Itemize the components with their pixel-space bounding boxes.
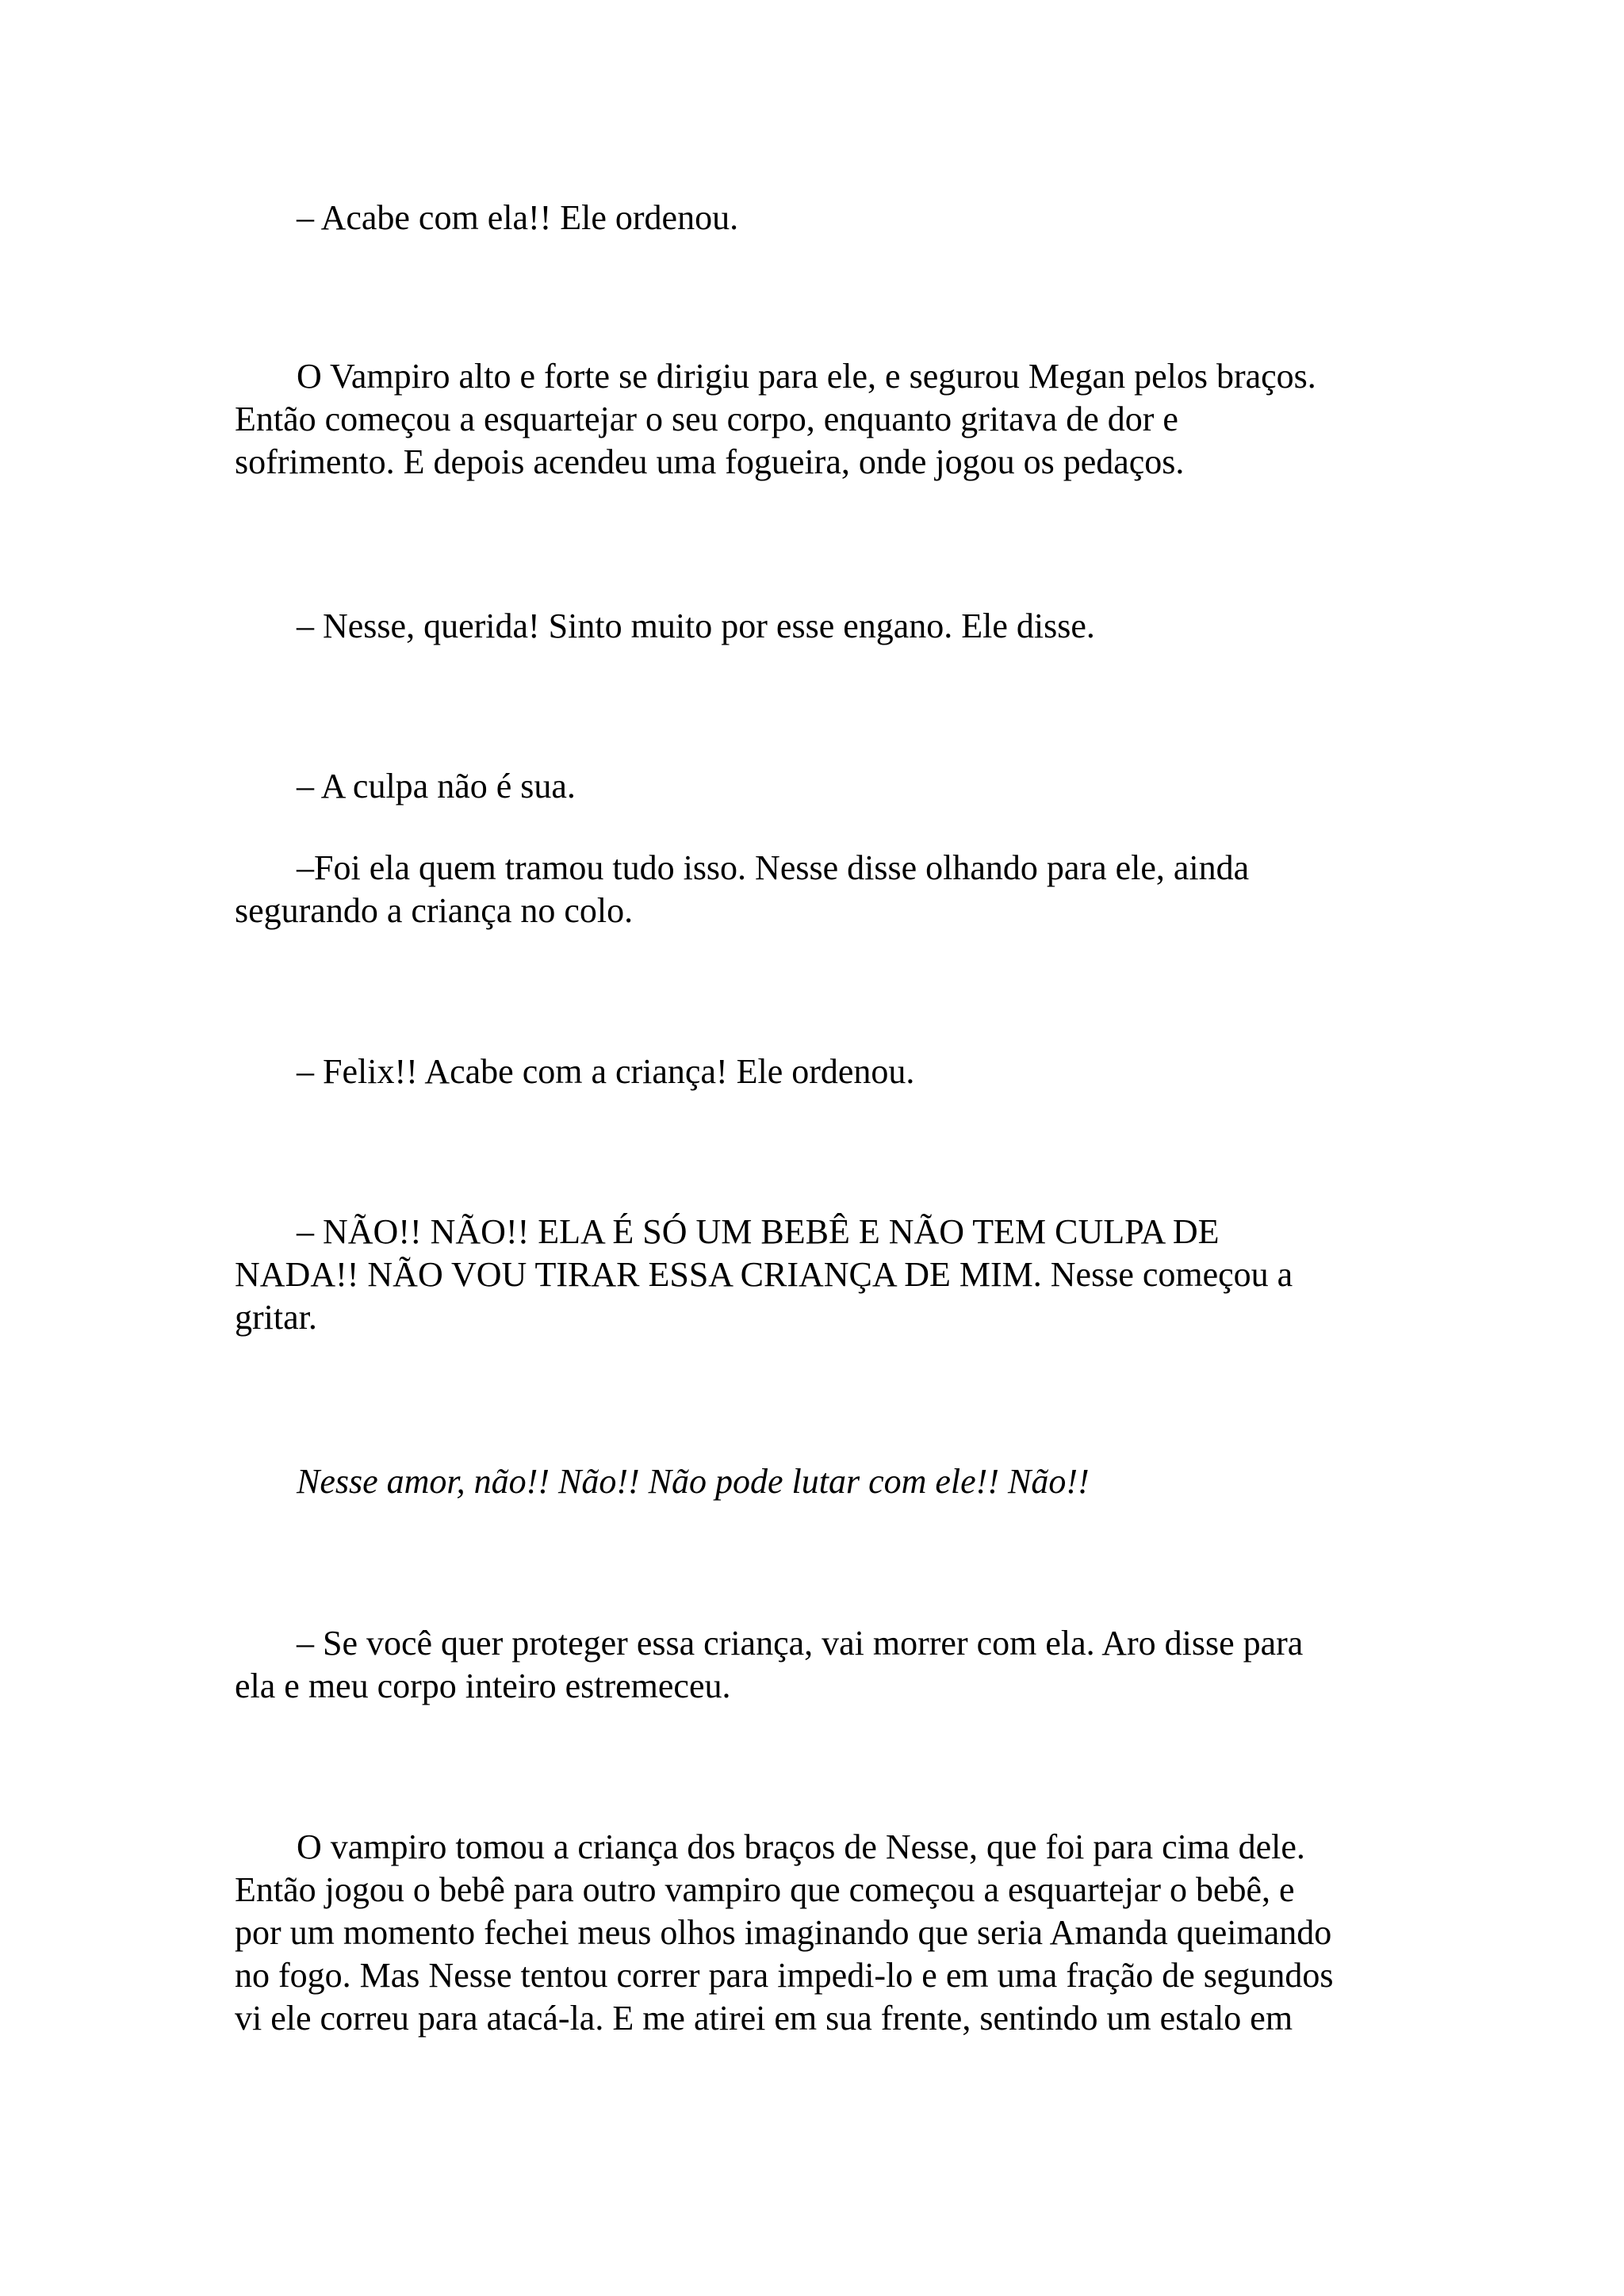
paragraph-8-thought <box>235 1460 1392 1503</box>
text-line: vi ele correu para atacá-la. E me atirei em sua frente, sentindo um estalo em <box>235 1999 1293 2038</box>
paragraph-3 <box>235 605 1392 648</box>
text-line: Então começou a esquartejar o seu corpo, enquanto gritava de dor e <box>235 400 1178 438</box>
text-line: – NÃO!! NÃO!! ELA É SÓ UM BEBÊ E NÃO TEM CULPA DE <box>297 1212 1220 1251</box>
text-line: –Foi ela quem tramou tudo isso. Nesse disse olhando para ele, ainda <box>297 848 1250 887</box>
text-line: – Acabe com ela!! Ele ordenou. <box>297 198 739 237</box>
text-line: por um momento fechei meus olhos imaginando que seria Amanda queimando <box>235 1913 1332 1952</box>
text-line: ela e meu corpo inteiro estremeceu. <box>235 1667 731 1705</box>
text-line: Nesse amor, não!! Não!! Não pode lutar com ele!! Não!! <box>297 1462 1090 1501</box>
text-line: NADA!! NÃO VOU TIRAR ESSA CRIANÇA DE MIM. Nesse começou a <box>235 1255 1293 1294</box>
text-line: sofrimento. E depois acendeu uma fogueira, onde jogou os pedaços. <box>235 442 1185 481</box>
text-line: – A culpa não é sua. <box>297 767 576 806</box>
paragraph-10 <box>235 1826 1392 2040</box>
paragraph-6 <box>235 1050 1392 1093</box>
text-line: – Felix!! Acabe com a criança! Ele ordenou. <box>297 1052 915 1091</box>
paragraph-5 <box>235 847 1392 932</box>
text-line: segurando a criança no colo. <box>235 891 634 930</box>
text-line: O Vampiro alto e forte se dirigiu para ele, e segurou Megan pelos braços. <box>297 357 1316 396</box>
text-line: no fogo. Mas Nesse tentou correr para impedi-lo e em uma fração de segundos <box>235 1956 1334 1995</box>
paragraph-4 <box>235 765 1392 808</box>
text-line: O vampiro tomou a criança dos braços de Nesse, que foi para cima dele. <box>297 1827 1305 1866</box>
paragraph-1 <box>235 197 1392 239</box>
paragraph-9 <box>235 1622 1392 1708</box>
paragraph-7 <box>235 1211 1392 1339</box>
text-line: Então jogou o bebê para outro vampiro que começou a esquartejar o bebê, e <box>235 1870 1295 1909</box>
text-line: – Nesse, querida! Sinto muito por esse engano. Ele disse. <box>297 607 1095 645</box>
text-line: – Se você quer proteger essa criança, vai morrer com ela. Aro disse para <box>297 1624 1304 1663</box>
paragraph-2 <box>235 355 1392 484</box>
text-line: gritar. <box>235 1298 317 1337</box>
